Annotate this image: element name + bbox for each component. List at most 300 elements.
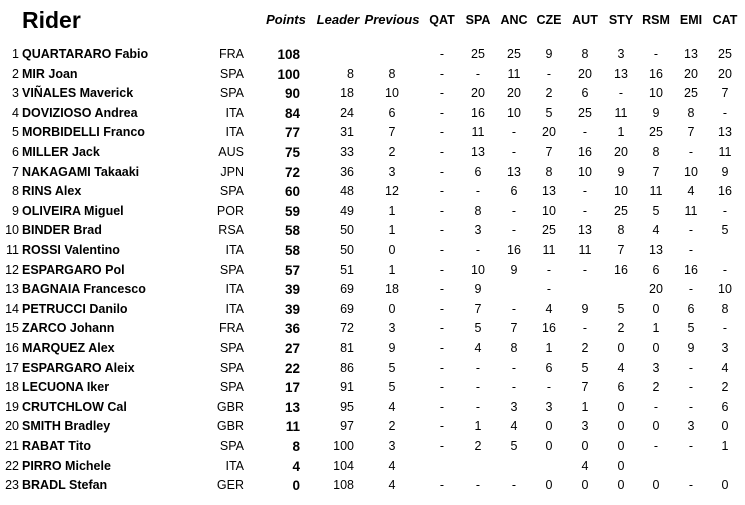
rider-position: 11	[6, 243, 19, 257]
race-points: 9	[581, 301, 589, 316]
race-points: 16	[649, 66, 663, 81]
race-points: -	[475, 66, 481, 81]
race-points: -	[511, 145, 517, 159]
rider-name: CRUTCHLOW Cal	[22, 399, 127, 414]
gap-to-previous: 7	[388, 125, 396, 140]
rider-name: ZARCO Johann	[22, 321, 115, 336]
race-points: -	[582, 321, 588, 336]
rider-nationality: SPA	[219, 66, 244, 81]
race-points	[603, 280, 639, 300]
race-points: -	[439, 478, 445, 493]
gap-to-leader: 100	[333, 439, 354, 453]
race-points: -	[439, 380, 445, 395]
race-points: 10	[507, 105, 521, 120]
rider-name: LECUONA Iker	[22, 380, 110, 395]
race-column-header: CZE	[536, 13, 562, 27]
race-points: 1	[652, 321, 660, 336]
race-points: -	[722, 262, 728, 277]
race-points: 8	[687, 105, 695, 120]
race-points: 7	[721, 86, 729, 101]
rider-nationality: ITA	[225, 282, 244, 297]
race-points: -	[439, 262, 445, 277]
gap-to-leader: 69	[340, 282, 354, 297]
race-points: 0	[617, 439, 625, 453]
gap-to-previous: 5	[388, 360, 396, 375]
rider-name: PIRRO Michele	[22, 458, 111, 473]
race-points: 9	[545, 47, 553, 61]
gap-to-leader: 95	[340, 399, 354, 414]
race-points: 6	[510, 184, 518, 199]
rider-position: 18	[5, 380, 19, 395]
race-points: 10	[718, 282, 732, 297]
race-points: 6	[581, 86, 589, 101]
rider-name: PETRUCCI Danilo	[22, 301, 128, 316]
race-points: 8	[474, 203, 482, 218]
race-points: 4	[474, 341, 482, 355]
race-points: 25	[507, 47, 521, 61]
race-points	[567, 280, 603, 300]
gap-to-previous: 2	[388, 145, 396, 159]
race-points: -	[511, 360, 517, 375]
race-points: -	[475, 399, 481, 414]
gap-to-leader: 86	[340, 360, 354, 375]
race-points: 25	[614, 203, 628, 218]
race-points: 6	[617, 380, 625, 395]
race-points: 25	[649, 125, 663, 140]
table-row	[0, 437, 745, 457]
race-points: 13	[684, 47, 698, 61]
race-points: 13	[718, 125, 732, 140]
gap-to-leader: 18	[340, 86, 354, 101]
rider-position: 20	[5, 419, 19, 434]
race-points: 7	[687, 125, 695, 140]
race-points: 20	[718, 66, 732, 81]
race-points: 3	[652, 360, 660, 375]
rider-nationality: SPA	[219, 262, 244, 277]
gap-to-previous: 1	[388, 203, 396, 218]
race-points: 0	[617, 478, 625, 493]
race-points: -	[439, 223, 445, 238]
rider-points: 59	[284, 203, 300, 219]
race-points: -	[439, 360, 445, 375]
gap-to-leader: 24	[340, 105, 354, 120]
rider-position: 23	[5, 478, 19, 493]
race-points: 6	[652, 262, 660, 277]
race-points: -	[439, 145, 445, 159]
race-points: 4	[687, 184, 695, 199]
race-points: 6	[545, 360, 553, 375]
gap-to-leader	[322, 45, 354, 65]
race-points: 13	[542, 184, 556, 199]
table-row	[0, 202, 745, 222]
race-points: 25	[542, 223, 556, 238]
race-points: -	[582, 262, 588, 277]
gap-to-leader: 33	[340, 145, 354, 159]
race-points: 7	[545, 145, 553, 159]
race-points: 16	[718, 184, 732, 199]
rider-position: 6	[12, 145, 19, 159]
race-points	[460, 457, 496, 477]
race-points: 11	[649, 184, 663, 199]
rider-nationality: RSA	[218, 223, 244, 238]
race-points: 20	[471, 86, 485, 101]
race-points: -	[439, 86, 445, 101]
rider-nationality: JPN	[220, 164, 244, 179]
rider-name: VIÑALES Maverick	[22, 86, 134, 101]
gap-to-previous: 10	[385, 86, 399, 101]
rider-name: ESPARGARO Pol	[22, 262, 125, 277]
race-points: 8	[545, 164, 553, 179]
rider-points: 27	[284, 341, 300, 356]
race-points: 16	[614, 262, 628, 277]
gap-to-leader: 91	[340, 380, 354, 395]
gap-to-leader: 108	[333, 478, 354, 493]
race-points: 2	[581, 341, 589, 355]
rider-points: 75	[284, 145, 300, 160]
race-points: 20	[614, 145, 628, 159]
race-column-header: AUT	[572, 13, 598, 27]
race-points: 0	[617, 419, 625, 434]
rider-position: 2	[12, 66, 19, 81]
race-points: 9	[474, 282, 482, 297]
rider-name: ROSSI Valentino	[22, 243, 120, 257]
race-points: -	[582, 184, 588, 199]
gap-to-leader: 104	[333, 458, 354, 473]
race-points: 13	[614, 66, 628, 81]
race-points: -	[511, 125, 517, 140]
table-row	[0, 398, 745, 418]
race-points: 11	[718, 145, 732, 159]
table-row	[0, 280, 745, 300]
race-points: 4	[581, 458, 589, 473]
rider-points: 77	[284, 125, 300, 141]
rider-name: SMITH Bradley	[22, 419, 111, 434]
race-points: 10	[542, 203, 556, 218]
race-points: 10	[578, 164, 592, 179]
gap-to-leader: 36	[340, 164, 354, 179]
race-points: 16	[471, 105, 485, 120]
race-points: 6	[474, 164, 482, 179]
race-points: -	[688, 478, 694, 493]
points-column-header: Points	[266, 12, 306, 27]
gap-to-previous: 4	[388, 478, 396, 493]
race-points: -	[475, 478, 481, 493]
rider-nationality: FRA	[219, 321, 244, 336]
race-points: 4	[510, 419, 518, 434]
rider-position: 16	[5, 341, 19, 355]
race-points	[424, 457, 460, 477]
gap-to-previous: 2	[388, 419, 396, 434]
race-points: 10	[649, 86, 663, 101]
gap-to-previous: 1	[388, 262, 396, 277]
race-points: -	[582, 203, 588, 218]
rider-position: 3	[12, 86, 19, 101]
race-points: 0	[652, 478, 660, 493]
race-points: 0	[652, 341, 660, 355]
gap-to-previous: 5	[388, 380, 396, 395]
table-row	[0, 319, 745, 339]
race-points: 7	[617, 243, 625, 257]
rider-name: NAKAGAMI Takaaki	[22, 164, 140, 179]
rider-column-header: Rider	[22, 7, 81, 33]
race-points: 1	[474, 419, 482, 434]
race-points: 25	[684, 86, 698, 101]
race-points: -	[439, 47, 445, 61]
race-points: 2	[545, 86, 553, 101]
rider-name: ESPARGARO Aleix	[22, 360, 135, 375]
race-points: 10	[684, 164, 698, 179]
rider-name: RINS Alex	[22, 184, 82, 199]
rider-name: RABAT Tito	[22, 439, 91, 453]
race-points: 0	[652, 419, 660, 434]
rider-nationality: ITA	[225, 458, 244, 473]
gap-to-previous: 9	[388, 341, 396, 355]
race-points: -	[439, 184, 445, 199]
race-points: -	[439, 125, 445, 140]
race-points: 8	[721, 301, 729, 316]
rider-nationality: ITA	[225, 243, 244, 257]
race-points: -	[722, 203, 728, 218]
race-column-header: CAT	[712, 13, 738, 27]
table-row	[0, 241, 745, 261]
table-row	[0, 476, 745, 496]
race-points: -	[439, 399, 445, 414]
race-points: -	[722, 321, 728, 336]
race-column-header: ANC	[500, 13, 528, 27]
gap-to-previous: 8	[388, 66, 396, 81]
race-points: -	[618, 86, 624, 101]
race-points: 5	[510, 439, 518, 453]
rider-name: DOVIZIOSO Andrea	[22, 105, 138, 120]
table-row	[0, 261, 745, 281]
gap-to-previous: 4	[388, 458, 396, 473]
race-points: 25	[718, 47, 732, 61]
gap-to-previous: 1	[388, 223, 396, 238]
race-points: 10	[471, 262, 485, 277]
race-points: 0	[617, 458, 625, 473]
race-points: 7	[652, 164, 660, 179]
race-column-header: SPA	[465, 13, 491, 27]
race-points: 2	[617, 321, 625, 336]
rider-points: 100	[277, 66, 300, 82]
rider-points: 57	[284, 262, 300, 278]
race-points: 7	[510, 321, 518, 336]
race-points: 0	[545, 419, 553, 434]
race-points: 20	[684, 66, 698, 81]
rider-nationality: GBR	[216, 399, 244, 414]
rider-position: 14	[5, 301, 19, 316]
race-points: 1	[721, 439, 729, 453]
race-points: 8	[581, 47, 589, 61]
race-points: 9	[617, 164, 625, 179]
race-points: -	[475, 184, 481, 199]
race-points: -	[688, 223, 694, 238]
rider-nationality: SPA	[219, 184, 244, 199]
race-points: -	[511, 223, 517, 238]
race-points	[707, 241, 743, 261]
rider-position: 7	[12, 164, 19, 179]
race-points: 0	[545, 439, 553, 453]
race-points: 2	[474, 439, 482, 453]
leader-column-header: Leader	[316, 12, 360, 27]
gap-to-leader: 8	[347, 66, 354, 81]
race-points: 16	[507, 243, 521, 257]
race-points: 20	[649, 282, 663, 297]
table-row	[0, 84, 745, 104]
race-points: 4	[721, 360, 729, 375]
rider-points: 60	[284, 184, 300, 200]
rider-name: MARQUEZ Alex	[22, 341, 115, 355]
rider-points: 0	[292, 478, 300, 494]
rider-points: 108	[277, 47, 300, 62]
race-column-header: QAT	[429, 13, 455, 27]
rider-points: 13	[284, 399, 300, 415]
race-points: 11	[471, 125, 485, 140]
race-points: 10	[614, 184, 628, 199]
rider-name: BAGNAIA Francesco	[22, 282, 146, 297]
rider-points: 17	[284, 380, 300, 396]
gap-to-previous: 3	[388, 164, 396, 179]
race-points: 1	[617, 125, 625, 140]
race-points: 13	[649, 243, 663, 257]
race-points: -	[439, 164, 445, 179]
race-points: -	[439, 341, 445, 355]
race-points: 2	[721, 380, 729, 395]
race-points: -	[439, 66, 445, 81]
race-points: 11	[684, 203, 698, 218]
table-row	[0, 143, 745, 163]
table-row	[0, 182, 745, 202]
rider-points: 39	[284, 282, 300, 298]
race-points: 4	[617, 360, 625, 375]
race-points: -	[546, 262, 552, 277]
rider-name: BRADL Stefan	[22, 478, 108, 493]
race-points: 3	[617, 47, 625, 61]
gap-to-leader: 48	[340, 184, 354, 199]
rider-points: 11	[285, 419, 300, 435]
rider-points: 39	[284, 301, 300, 317]
race-points: -	[653, 439, 659, 453]
race-points: -	[439, 439, 445, 453]
race-points: -	[439, 243, 445, 257]
race-points: -	[511, 478, 517, 493]
race-points: 0	[721, 419, 729, 434]
gap-to-previous	[370, 45, 414, 65]
gap-to-leader: 49	[340, 203, 354, 218]
race-points: 4	[545, 301, 553, 316]
race-points: 0	[617, 341, 625, 355]
race-points: 7	[474, 301, 482, 316]
race-points: -	[722, 105, 728, 120]
race-points: 6	[687, 301, 695, 316]
rider-nationality: SPA	[219, 341, 244, 355]
race-points: 16	[542, 321, 556, 336]
race-points: 25	[471, 47, 485, 61]
race-points: -	[688, 145, 694, 159]
race-points: 9	[652, 105, 660, 120]
race-column-header: EMI	[679, 13, 703, 27]
race-points: 5	[652, 203, 660, 218]
race-points: -	[688, 380, 694, 395]
race-points: 0	[545, 478, 553, 493]
rider-name: MIR Joan	[22, 66, 78, 81]
race-points: -	[475, 360, 481, 375]
race-points: 1	[545, 341, 553, 355]
gap-to-leader: 51	[340, 262, 354, 277]
race-points: 0	[652, 301, 660, 316]
race-points: 5	[545, 105, 553, 120]
race-points: 13	[578, 223, 592, 238]
race-points: -	[439, 203, 445, 218]
rider-position: 15	[5, 321, 19, 336]
race-points	[707, 457, 743, 477]
race-points	[638, 457, 674, 477]
race-points: -	[688, 439, 694, 453]
race-points: 3	[545, 399, 553, 414]
race-points: 6	[721, 399, 729, 414]
rider-nationality: SPA	[219, 439, 244, 453]
gap-to-leader: 97	[340, 419, 354, 434]
race-points: 3	[474, 223, 482, 238]
race-points: -	[546, 380, 552, 395]
rider-nationality: SPA	[219, 86, 244, 101]
table-row	[0, 457, 745, 477]
race-points: -	[688, 360, 694, 375]
rider-nationality: FRA	[219, 47, 244, 61]
race-points: -	[511, 203, 517, 218]
race-points: 13	[471, 145, 485, 159]
race-points: -	[439, 321, 445, 336]
gap-to-previous: 6	[388, 105, 396, 120]
rider-nationality: GER	[216, 478, 244, 493]
race-points: 5	[687, 321, 695, 336]
race-points: -	[653, 399, 659, 414]
rider-position: 21	[5, 439, 19, 453]
table-row	[0, 300, 745, 320]
rider-points: 58	[284, 243, 300, 258]
gap-to-previous: 0	[388, 243, 396, 257]
race-points: 16	[684, 262, 698, 277]
race-points: 3	[721, 341, 729, 355]
rider-name: BINDER Brad	[22, 223, 102, 238]
rider-position: 22	[5, 458, 19, 473]
race-points: 20	[542, 125, 556, 140]
rider-position: 12	[5, 262, 19, 277]
rider-name: MILLER Jack	[22, 145, 100, 159]
rider-nationality: SPA	[219, 360, 244, 375]
race-points: 25	[578, 105, 592, 120]
gap-to-leader: 72	[340, 321, 354, 336]
race-points	[531, 457, 567, 477]
rider-position: 1	[12, 47, 19, 61]
rider-points: 58	[284, 223, 300, 239]
race-points: -	[475, 243, 481, 257]
rider-position: 17	[5, 360, 19, 375]
table-row	[0, 417, 745, 437]
gap-to-previous: 4	[388, 399, 396, 414]
race-points: -	[439, 282, 445, 297]
race-points: 8	[617, 223, 625, 238]
race-points: 11	[542, 243, 556, 257]
race-column-header: STY	[608, 13, 634, 27]
race-points: 13	[507, 164, 521, 179]
race-points: 2	[652, 380, 660, 395]
table-row	[0, 65, 745, 85]
gap-to-leader: 69	[340, 301, 354, 316]
race-points: 0	[721, 478, 729, 493]
race-points: 0	[581, 439, 589, 453]
rider-position: 9	[12, 203, 19, 218]
